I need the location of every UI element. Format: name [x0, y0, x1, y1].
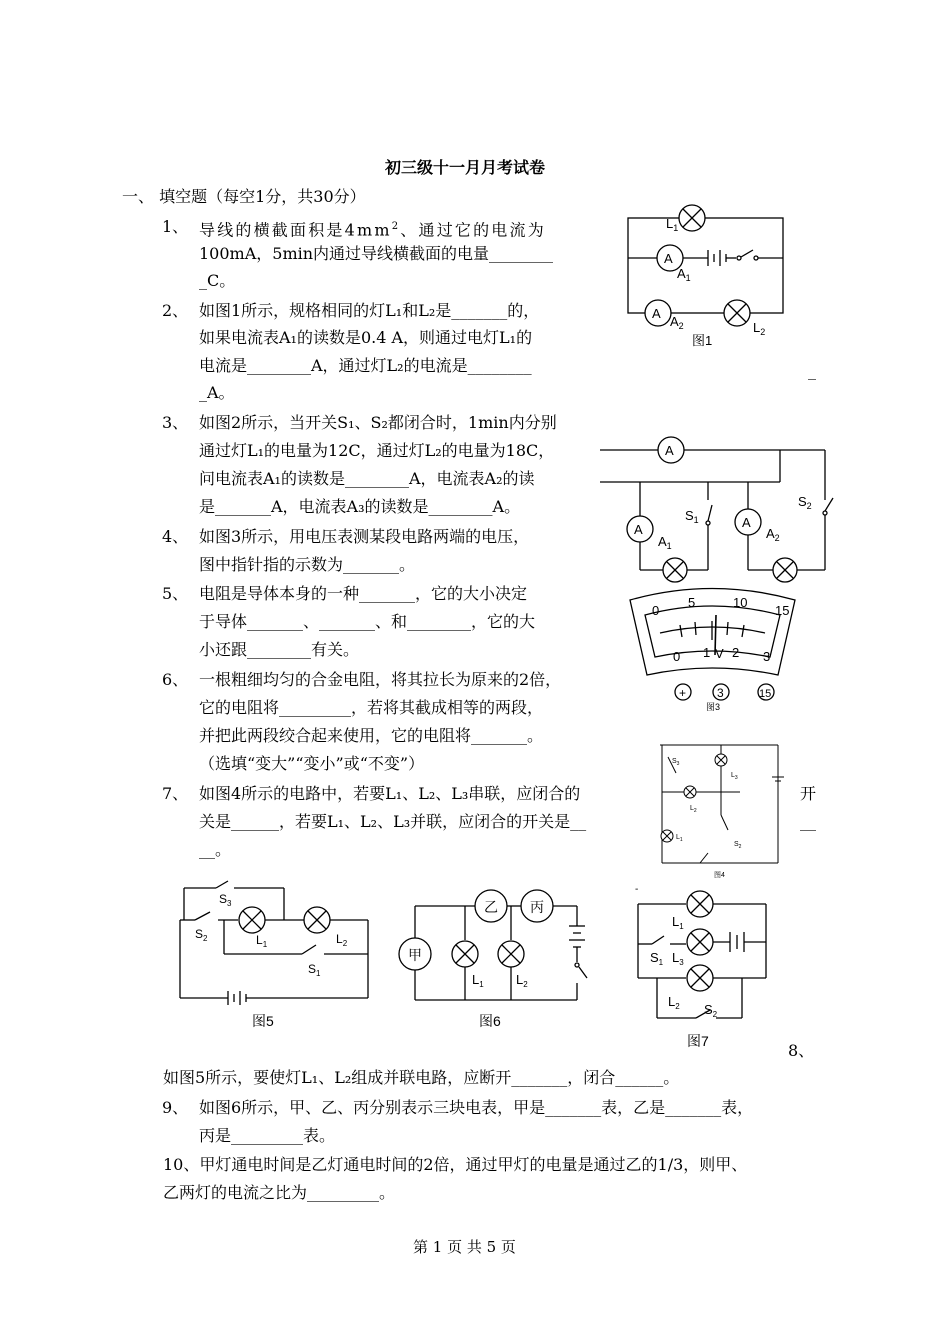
svg-text:S2: $S_2$ [704, 1002, 718, 1019]
question-text: 如图6所示，甲、乙、丙分别表示三块电表，甲是_______表，乙是_______表， [199, 1098, 754, 1117]
question-text: __ [800, 812, 816, 831]
ammeter-label: A [742, 515, 751, 530]
scale-label: 15 [775, 603, 790, 618]
ammeter-label: A [665, 443, 674, 458]
question-number: 6、 [162, 670, 189, 689]
question-text: 电流是________A，通过灯L₂的电流是________ [199, 356, 532, 375]
scale-label: 0 [673, 649, 681, 664]
svg-text:S1: $S_1$ [650, 950, 664, 967]
figure-6-circuit [395, 888, 600, 1038]
svg-text:L3: $L_3$ [731, 772, 738, 781]
svg-text:L1: $L_1$ [256, 933, 268, 949]
question-text: 是_______A，电流表A₃的读数是________A。 [199, 497, 521, 516]
svg-text:S1: $S_1$ [308, 962, 321, 978]
ammeter-label: A [634, 522, 643, 537]
svg-text:L2: $L_2$ [336, 932, 348, 948]
page-footer: 第 1 页 共 5 页 [413, 1238, 516, 1256]
terminal-label: + [679, 686, 687, 700]
svg-text:L2: $L_2$ [668, 994, 680, 1011]
figure-caption: 图4 [714, 872, 725, 879]
stray-mark: _ [808, 361, 816, 380]
question-text: 如图5所示，要使灯L₁、L₂组成并联电路，应断开_______，闭合______。 [163, 1068, 680, 1087]
terminal-label: 3 [717, 686, 724, 700]
scale-label: 1 [703, 645, 711, 660]
figure-caption: 图1 [692, 333, 713, 348]
svg-text:A2: $A_2$ [766, 526, 780, 543]
figure-caption: 图5 [252, 1013, 274, 1029]
question-text: 关是______，若要L₁、L₂、L₃并联，应闭合的开关是__ [199, 812, 587, 831]
question-number: 9、 [162, 1098, 189, 1117]
question-number: 2、 [162, 301, 189, 320]
svg-text:A1: $A_1$ [658, 534, 672, 551]
svg-text:A1: $A_1$ [677, 266, 691, 283]
section-heading: 一、 填空题（每空1分，共30分） [122, 187, 366, 206]
figure-1-circuit [620, 198, 795, 348]
svg-text:S3: $S_3$ [672, 758, 680, 767]
question-text: 如图3所示，用电压表测某段电路两端的电压， [199, 527, 530, 546]
question-text: 并把此两段绞合起来使用，它的电阻将_______。 [199, 726, 544, 745]
figure-caption: 图6 [479, 1013, 501, 1029]
svg-text:L1: $L_1$ [472, 972, 484, 989]
question-text: （选填“变大”“变小”或“不变”） [199, 754, 425, 773]
scale-label: 10 [733, 595, 748, 610]
svg-text:L2: $L_2$ [753, 320, 766, 337]
question-text: 电阻是导体本身的一种_______，它的大小决定 [199, 584, 528, 603]
question-text: 100mA，5min内通过导线横截面的电量________ [199, 244, 554, 263]
question-text: 开 [800, 784, 817, 803]
svg-text:S2: $S_2$ [195, 927, 208, 943]
question-text: 一根粗细均匀的合金电阻，将其拉长为原来的2倍， [199, 670, 562, 689]
question-number: 5、 [162, 584, 189, 603]
voltmeter-unit: V [715, 646, 724, 661]
question-text: 如图4所示的电路中，若要L₁、L₂、L₃串联，应闭合的 [199, 784, 581, 803]
svg-text:L1: $L_1$ [666, 216, 679, 233]
question-number: 3、 [162, 413, 189, 432]
question-text: 图中指针指的示数为_______。 [199, 555, 416, 574]
scale-label: 2 [732, 645, 740, 660]
figure-2-circuit [600, 430, 845, 595]
question-number: 7、 [162, 784, 189, 803]
figure-caption: 图3 [706, 702, 721, 712]
svg-text:L1: $L_1$ [676, 834, 683, 843]
figure-3-voltmeter [620, 585, 805, 715]
question-text: 丙是_________表。 [199, 1126, 336, 1145]
question-text: 乙两灯的电流之比为_________。 [163, 1183, 396, 1202]
svg-text:L2: $L_2$ [690, 805, 697, 814]
question-number: 1、 [162, 217, 189, 236]
terminal-label: 15 [759, 688, 772, 700]
figure-5-circuit [170, 878, 380, 1033]
question-text: 于导体_______、_______、和________，它的大 [199, 612, 536, 631]
question-text: 如果电流表A₁的读数是0.4 A，则通过电灯L₁的 [199, 328, 533, 347]
question-text: 小还跟________有关。 [199, 640, 360, 659]
question-text: 导线的横截面积是$4mm^2$、通过它的电流为 [199, 220, 546, 240]
svg-text:S2: $S_2$ [734, 841, 742, 850]
question-text: __。 [199, 840, 232, 859]
ammeter-label: A [652, 306, 661, 321]
figure-7-circuit [630, 880, 780, 1050]
meter-label: 丙 [530, 899, 544, 915]
question-text: 问电流表A₁的读数是________A，电流表A₂的读 [199, 469, 535, 488]
scale-label: 5 [688, 595, 696, 610]
question-text: 10、甲灯通电时间是乙灯通电时间的2倍，通过甲灯的电量是通过乙的1/3，则甲、 [163, 1155, 748, 1174]
question-text: 通过灯L₁的电量为12C，通过灯L₂的电量为18C， [199, 441, 555, 460]
stray-mark: - [635, 884, 639, 895]
question-text: _C。 [199, 271, 236, 290]
question-text: 如图1所示，规格相同的灯L₁和L₂是_______的， [199, 301, 540, 320]
question-text: _A。 [199, 383, 235, 402]
meter-label: 甲 [408, 947, 422, 963]
svg-text:S2: $S_2$ [798, 494, 812, 511]
ammeter-label: A [664, 251, 673, 266]
svg-text:L1: $L_1$ [672, 914, 684, 931]
svg-text:L2: $L_2$ [516, 972, 528, 989]
page-title: 初三级十一月月考试卷 [385, 158, 546, 177]
svg-text:S3: $S_3$ [219, 892, 232, 908]
question-number: 4、 [162, 527, 189, 546]
scale-label: 0 [652, 603, 660, 618]
question-number: 8、 [788, 1041, 815, 1060]
figure-4-circuit [650, 735, 785, 880]
svg-text:S1: $S_1$ [685, 508, 699, 525]
scale-label: 3 [763, 649, 771, 664]
question-text: 它的电阻将_________，若将其截成相等的两段， [199, 698, 544, 717]
svg-text:A2: $A_2$ [670, 314, 684, 331]
svg-text:L3: $L_3$ [672, 950, 684, 967]
meter-label: 乙 [484, 899, 498, 915]
figure-caption: 图7 [687, 1033, 709, 1049]
question-text: 如图2所示，当开关S₁、S₂都闭合时，1min内分别 [199, 413, 557, 432]
